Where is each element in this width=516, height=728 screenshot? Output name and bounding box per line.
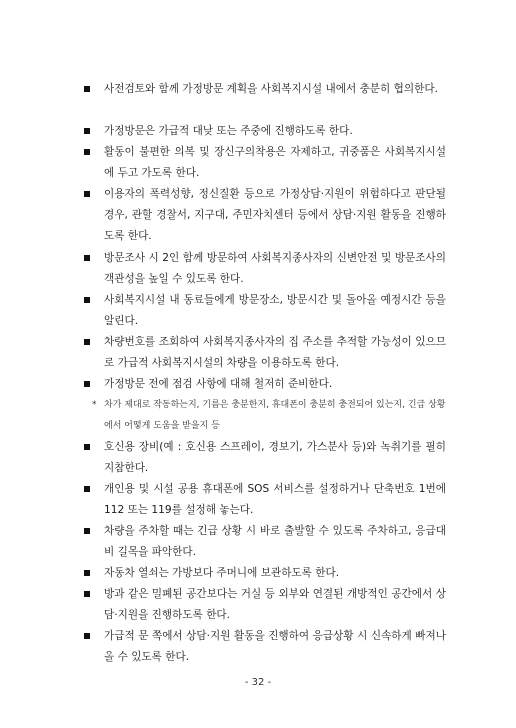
note-star-icon: * bbox=[92, 400, 97, 410]
list-item bbox=[86, 332, 446, 374]
list-item bbox=[86, 563, 446, 584]
list-item bbox=[86, 290, 446, 332]
square-bullet-icon bbox=[84, 339, 90, 345]
square-bullet-icon bbox=[84, 128, 90, 134]
square-bullet-icon bbox=[84, 149, 90, 155]
list-item-text: 가정방문은 가급적 대낮 또는 주중에 진행하도록 한다. bbox=[104, 125, 353, 137]
list-item-text: 사회복지시설 내 동료들에게 방문장소, 방문시간 및 돌아올 예정시간 등을 알린다. bbox=[104, 294, 446, 327]
square-bullet-icon bbox=[84, 255, 90, 261]
square-bullet-icon bbox=[84, 633, 90, 639]
list-item bbox=[86, 437, 446, 479]
square-bullet-icon bbox=[84, 528, 90, 534]
square-bullet-icon bbox=[84, 297, 90, 303]
square-bullet-icon bbox=[84, 381, 90, 387]
list-item bbox=[86, 479, 446, 521]
list-item-text: 자동차 열쇠는 가방보다 주머니에 보관하도록 한다. bbox=[104, 567, 340, 579]
list-item-text: 호신용 장비(예 : 호신용 스프레이, 경보기, 가스분사 등)와 녹취기를 필히 지참한다. bbox=[104, 441, 446, 474]
list-item bbox=[86, 121, 446, 142]
list-item bbox=[86, 584, 446, 626]
list-item bbox=[86, 142, 446, 184]
list-item-text: 개인용 및 시설 공용 휴대폰에 SOS 서비스를 설정하거나 단축번호 1번에 112 또는 119를 설정해 놓는다. bbox=[104, 483, 446, 516]
list-item bbox=[86, 374, 446, 395]
list-item-text: 이용자의 폭력성향, 정신질환 등으로 가정상담·지원이 위험하다고 판단될 경우, 관할 경찰서, 지구대, 주민자치센터 등에서 상담·지원 활동을 진행하도록 한다. bbox=[104, 188, 446, 242]
list-item bbox=[86, 521, 446, 563]
list-item-text: 방과 같은 밀폐된 공간보다는 거실 등 외부와 연결된 개방적인 공간에서 상담·지원을 진행하도록 한다. bbox=[104, 588, 446, 621]
note-text: 차가 제대로 작동하는지, 기름은 충분한지, 휴대폰이 충분히 충전되어 있는지, 긴급 상황에서 어떻게 도움을 받을지 등 bbox=[104, 400, 446, 431]
list-item-text: 차량을 주차할 때는 긴급 상황 시 바로 출발할 수 있도록 주차하고, 응급대비 길목을 파악한다. bbox=[104, 525, 446, 558]
square-bullet-icon bbox=[84, 570, 90, 576]
checklist-note bbox=[92, 395, 446, 437]
list-item bbox=[86, 626, 446, 668]
square-bullet-icon bbox=[84, 486, 90, 492]
list-item-text: 활동이 불편한 의복 및 장신구의착용은 자제하고, 귀중품은 사회복지시설에 두고 가도록 한다. bbox=[104, 146, 446, 179]
list-item-text: 차량번호를 조회하여 사회복지종사자의 집 주소를 추적할 가능성이 있으므로 가급적 사회복지시설의 차량을 이용하도록 한다. bbox=[104, 336, 446, 369]
list-item bbox=[86, 79, 446, 100]
list-item-text: 가정방문 전에 점검 사항에 대해 철저히 준비한다. bbox=[104, 378, 333, 390]
list-item bbox=[86, 184, 446, 247]
square-bullet-icon bbox=[84, 444, 90, 450]
list-item-text: 방문조사 시 2인 함께 방문하여 사회복지종사자의 신변안전 및 방문조사의 객관성을 높일 수 있도록 한다. bbox=[104, 252, 446, 285]
page-number: - 32 - bbox=[244, 677, 272, 688]
square-bullet-icon bbox=[84, 86, 90, 92]
square-bullet-icon bbox=[84, 591, 90, 597]
list-item-text: 사전검토와 함께 가정방문 계획을 사회복지시설 내에서 충분히 협의한다. bbox=[104, 83, 438, 95]
list-item bbox=[86, 248, 446, 290]
list-item-text: 가급적 문 쪽에서 상담·지원 활동을 진행하여 응급상황 시 신속하게 빠져나올 수 있도록 한다. bbox=[104, 630, 446, 663]
square-bullet-icon bbox=[84, 191, 90, 197]
